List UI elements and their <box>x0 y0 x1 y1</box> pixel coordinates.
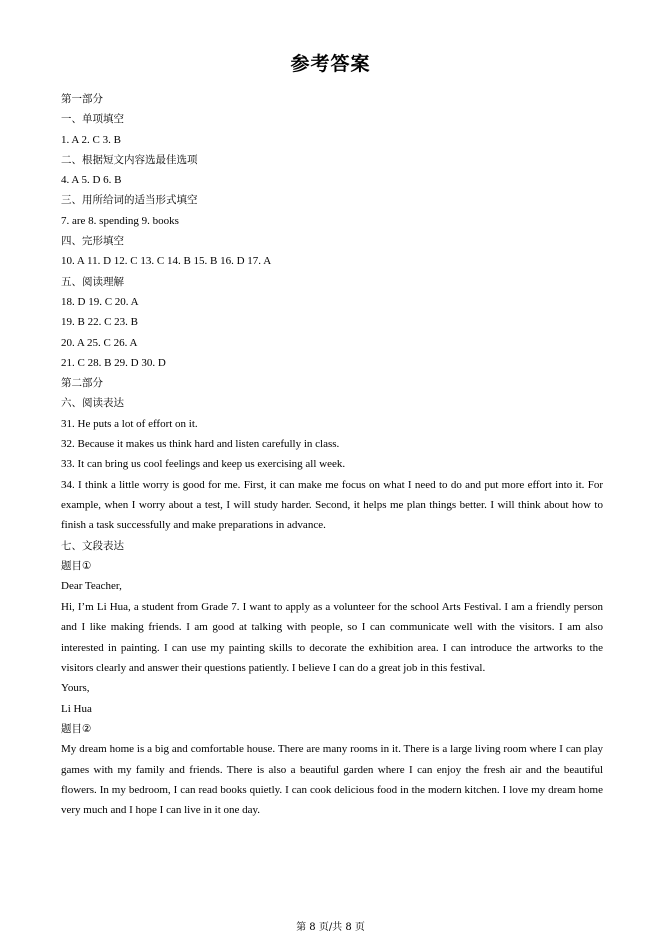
letter-signature: Li Hua <box>61 702 92 715</box>
section-heading: 一、单项填空 <box>61 113 124 126</box>
answer-line: 7. are 8. spending 9. books <box>61 214 179 227</box>
part-heading: 第二部分 <box>61 377 103 390</box>
answer-content <box>61 89 603 821</box>
answer-line: 33. It can bring us cool feelings and keep us exercising all week. <box>61 458 346 471</box>
answer-line: 4. A 5. D 6. B <box>61 174 122 187</box>
section-heading: 四、完形填空 <box>61 235 124 248</box>
answer-line: 10. A 11. D 12. C 13. C 14. B 15. B 16. D 17. A <box>61 255 272 268</box>
section-heading: 五、阅读理解 <box>61 275 124 288</box>
section-heading: 三、用所给词的适当形式填空 <box>61 194 198 207</box>
essay-body: My dream home is a big and comfortable house. There are many rooms in it. There is a large living room where I can play games with my family and friends. There is also a beautiful garden where I can enjoy the fresh air and the beautiful flowers. In my bedroom, I can read books quietly. I can cook delicious food in the modern kitchen. I love my dream home very much and I hope I can live in it one day. <box>61 743 603 817</box>
answer-line: 20. A 25. C 26. A <box>61 336 138 349</box>
section-heading: 二、根据短文内容选最佳选项 <box>61 153 198 166</box>
answer-line: 18. D 19. C 20. A <box>61 295 139 308</box>
section-heading: 六、阅读表达 <box>61 397 124 410</box>
letter-closing: Yours, <box>61 682 90 695</box>
part-heading: 第一部分 <box>61 93 103 105</box>
letter-body: Hi, I’m Li Hua, a student from Grade 7. I want to apply as a volunteer for the school Arts Festival. I am a friendly person and I like making friends. I am good at talking with people, so I can communicate well with the visitors. I am also interested in painting. I can use my painting skills to decorate the exhibition area. I can introduce the artworks to the visitors clearly and answer their questions patiently. I believe I can do a great job in this festival. <box>61 600 603 674</box>
answer-line: 1. A 2. C 3. B <box>61 133 121 146</box>
answer-line: 21. C 28. B 29. D 30. D <box>61 356 166 369</box>
section-heading: 七、文段表达 <box>61 539 124 552</box>
page-footer: 第 8 页/共 8 页 <box>296 922 365 933</box>
answer-paragraph: 34. I think a little worry is good for me. First, it can make me focus on what I need to do and put more effort into it. For example, when I worry about a test, I will study harder. Second, it helps me plan things better. I will think about how to finish a task successfully and make preparations in advance. <box>61 478 603 532</box>
answer-line: 32. Because it makes us think hard and listen carefully in class. <box>61 438 340 451</box>
letter-greeting: Dear Teacher, <box>61 580 122 593</box>
answer-line: 19. B 22. C 23. B <box>61 316 139 329</box>
page-title: 参考答案 <box>290 53 371 75</box>
answer-line: 31. He puts a lot of effort on it. <box>61 417 198 430</box>
topic-label: 题目① <box>61 560 92 573</box>
topic-label: 题目② <box>61 722 92 735</box>
